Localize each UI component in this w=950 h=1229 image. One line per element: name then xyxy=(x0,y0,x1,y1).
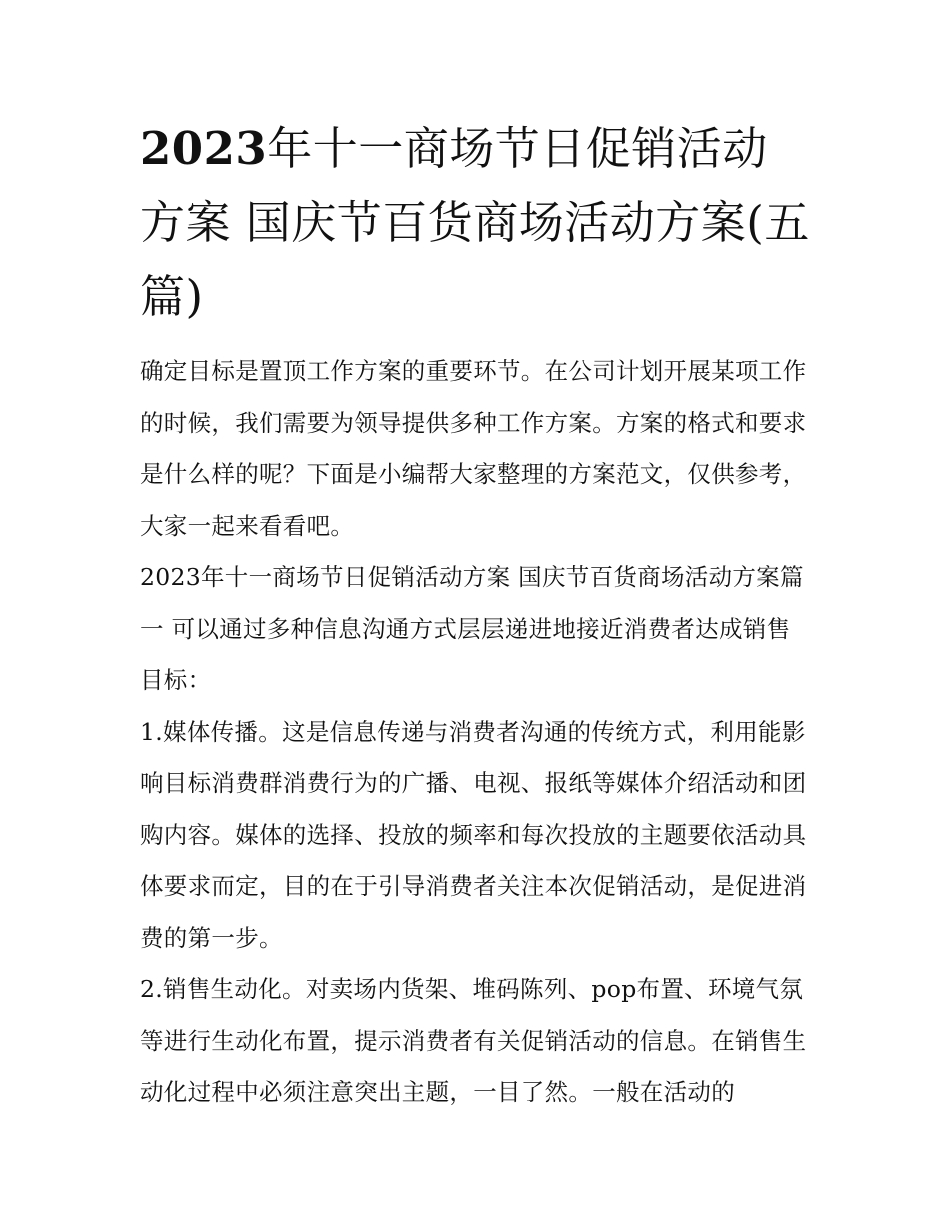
sales-paragraph: 2.销售生动化。对卖场内货架、堆码陈列、pop布置、环境气氛等进行生动化布置，提示消费者有关促销活动的信息。在销售生动化过程中必须注意突出主题，一目了然。一般在活动的 xyxy=(140,975,807,1106)
title-year: 2023 xyxy=(140,122,268,175)
title-text: 年十一商场节日促销活动方案 国庆节百货商场活动方案(五篇) xyxy=(140,122,810,323)
intro-paragraph: 确定目标是置顶工作方案的重要环节。在公司计划开展某项工作的时候，我们需要为领导提供多种工作方案。方案的格式和要求是什么样的呢？下面是小编帮大家整理的方案范文，仅供参考，大家一起来看看吧。 xyxy=(140,357,807,540)
media-paragraph: 1.媒体传播。这是信息传递与消费者沟通的传统方式，利用能影响目标消费群消费行为的广播、电视、报纸等媒体介绍活动和团购内容。媒体的选择、投放的频率和每次投放的主题要依活动具体要求而定，目的在于引导消费者关注本次促销活动，是促进消费的第一步。 xyxy=(140,717,807,952)
document-body xyxy=(140,112,812,1119)
document-title xyxy=(140,112,812,334)
section-heading-paragraph: 2023年十一商场节日促销活动方案 国庆节百货商场活动方案篇一 可以通过多种信息沟通方式层层递进地接近消费者达成销售目标： xyxy=(140,563,804,694)
